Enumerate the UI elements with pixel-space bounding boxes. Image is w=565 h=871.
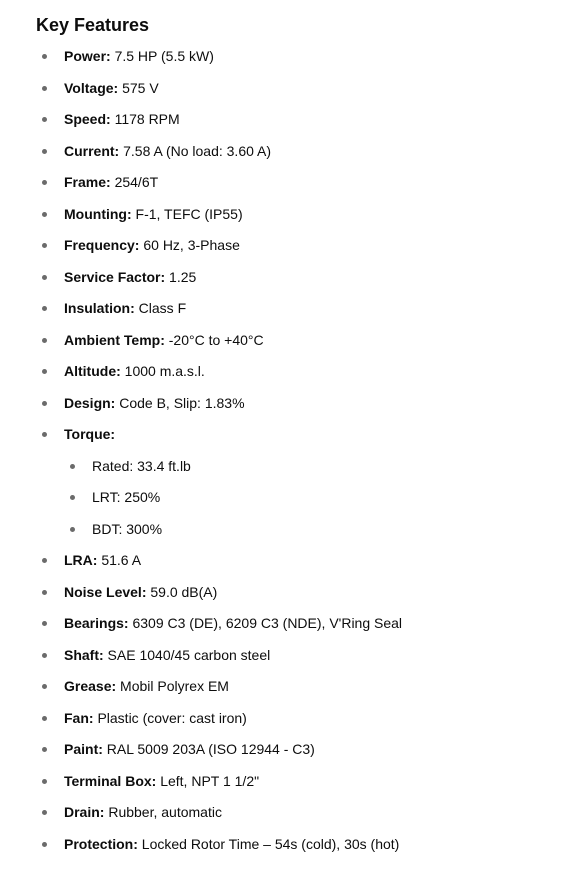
bullet-icon [42, 275, 47, 280]
feature-mounting [0, 199, 565, 231]
feature-power [0, 41, 565, 73]
feature-insulation [0, 293, 565, 325]
bullet-icon [42, 86, 47, 91]
feature-lra [0, 545, 565, 577]
feature-key: Ambient Temp: [64, 331, 165, 348]
feature-key: Terminal Box: [64, 772, 157, 789]
torque-lrt [0, 482, 565, 514]
bullet-icon [42, 810, 47, 815]
bullet-icon [42, 401, 47, 406]
feature-speed [0, 104, 565, 136]
bullet-icon [42, 117, 47, 122]
feature-value: -20°C to +40°C [164, 331, 264, 348]
feature-key: Noise Level: [64, 583, 147, 600]
feature-key: Frequency: [64, 237, 140, 253]
feature-key: Voltage: [64, 79, 119, 96]
feature-noise-level [0, 577, 565, 609]
sub-item-text: Rated: 33.4 ft.lb [92, 457, 191, 474]
feature-key: Altitude: [64, 363, 121, 379]
feature-ambient-temp [0, 325, 565, 357]
bullet-icon [42, 369, 47, 374]
bullet-icon [42, 432, 47, 437]
feature-key: Speed: [64, 111, 111, 127]
feature-value: F-1, TEFC (IP55) [131, 205, 243, 222]
feature-torque [0, 419, 565, 451]
feature-terminal-box [0, 766, 565, 798]
feature-fan [0, 703, 565, 735]
feature-key: Grease: [64, 678, 117, 694]
feature-frequency [0, 230, 565, 262]
feature-current [0, 136, 565, 168]
bullet-icon [42, 306, 47, 311]
feature-shaft [0, 640, 565, 672]
feature-key: Frame: [64, 174, 111, 190]
torque-rated [0, 451, 565, 483]
feature-list [0, 41, 565, 860]
feature-protection [0, 829, 565, 861]
feature-key: Mounting: [64, 205, 132, 222]
feature-value: Code B, Slip: 1.83% [115, 394, 245, 411]
feature-design [0, 388, 565, 420]
feature-key: Drain: [64, 804, 105, 820]
feature-value: 575 V [118, 79, 159, 96]
bullet-icon [42, 338, 47, 343]
feature-key: Bearings: [64, 615, 129, 631]
sub-item-text: LRT: 250% [92, 489, 161, 505]
feature-key: Service Factor: [64, 268, 166, 285]
feature-value: 7.5 HP (5.5 kW) [110, 48, 214, 64]
feature-drain [0, 797, 565, 829]
bullet-icon [70, 495, 75, 500]
feature-value: Class F [134, 300, 187, 316]
feature-value: 254/6T [110, 174, 159, 190]
bullet-icon [70, 464, 75, 469]
section-heading: Key Features [36, 15, 150, 35]
feature-grease [0, 671, 565, 703]
bullet-icon [42, 558, 47, 563]
sub-item-text: BDT: 300% [92, 520, 163, 537]
torque-bdt [0, 514, 565, 546]
feature-value: 7.58 A (No load: 3.60 A) [119, 142, 272, 159]
bullet-icon [42, 590, 47, 595]
feature-value: 6309 C3 (DE), 6209 C3 (NDE), V'Ring Seal [128, 615, 403, 631]
bullet-icon [42, 842, 47, 847]
feature-key: Paint: [64, 741, 103, 757]
feature-value: Plastic (cover: cast iron) [93, 709, 247, 726]
bullet-icon [42, 180, 47, 185]
bullet-icon [42, 243, 47, 248]
feature-key: Current: [64, 142, 120, 159]
feature-service-factor [0, 262, 565, 294]
feature-value: 1178 RPM [110, 111, 180, 127]
feature-key: Design: [64, 394, 116, 411]
bullet-icon [42, 716, 47, 721]
feature-value: 59.0 dB(A) [146, 583, 218, 600]
feature-value: Left, NPT 1 1/2" [156, 772, 260, 789]
feature-voltage [0, 73, 565, 105]
bullet-icon [42, 779, 47, 784]
feature-value: SAE 1040/45 carbon steel [103, 646, 271, 663]
bullet-icon [70, 527, 75, 532]
bullet-icon [42, 747, 47, 752]
feature-value: 60 Hz, 3-Phase [139, 237, 240, 253]
bullet-icon [42, 621, 47, 626]
feature-key: Insulation: [64, 300, 135, 316]
feature-bearings [0, 608, 565, 640]
bullet-icon [42, 684, 47, 689]
feature-value: RAL 5009 203A (ISO 12944 - C3) [102, 741, 315, 757]
feature-key: Shaft: [64, 646, 104, 663]
bullet-icon [42, 212, 47, 217]
bullet-icon [42, 54, 47, 59]
feature-value: 1000 m.a.s.l. [120, 363, 205, 379]
feature-value: 1.25 [165, 268, 197, 285]
bullet-icon [42, 149, 47, 154]
feature-value: Mobil Polyrex EM [116, 678, 229, 694]
feature-key: Torque: [64, 426, 116, 442]
feature-value: Rubber, automatic [104, 804, 222, 820]
feature-key: Fan: [64, 709, 94, 726]
feature-altitude [0, 356, 565, 388]
feature-value: 51.6 A [97, 552, 142, 568]
feature-key: Protection: [64, 835, 138, 852]
feature-paint [0, 734, 565, 766]
bullet-icon [42, 653, 47, 658]
feature-key: Power: [64, 48, 111, 64]
feature-frame [0, 167, 565, 199]
feature-key: LRA: [64, 552, 98, 568]
feature-value: Locked Rotor Time – 54s (cold), 30s (hot) [137, 835, 400, 852]
